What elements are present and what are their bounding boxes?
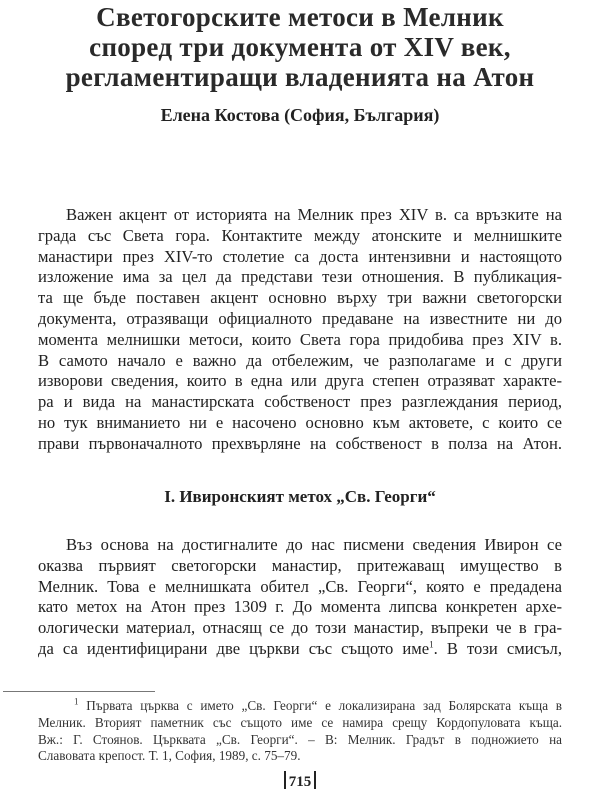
footnote-line: Мелник. Вторият паметник със същото име се намира срещу Кордопуловата къща. — [38, 714, 562, 730]
footnote — [38, 698, 562, 765]
text-line: изворови сведения, които в една или друга степен отразяват характе- — [38, 371, 562, 391]
page-number-value: 715 — [288, 774, 312, 790]
footnote-divider — [3, 691, 155, 692]
footnote-line: Вж.: Г. Стоянов. Църквата „Св. Георги“. – В: Мелник. Градът в подножието на — [38, 731, 562, 747]
section-paragraph — [38, 535, 562, 660]
intro-paragraph — [38, 205, 562, 455]
title-line: според три документа от XIV век, — [89, 32, 511, 62]
text-line: ра и вида на манастирската собственост през разглеждания период, — [38, 392, 562, 412]
footnote-text: Първата църква с името „Св. Георги“ е локализирана зад Болярската къща в — [86, 698, 562, 713]
text-line: Мелник. Това е мелнишката обител „Св. Георги“, която е предадена — [38, 576, 562, 596]
text-line: прави първоначалното прехвърляне на собственост в полза на Атон. — [38, 433, 562, 453]
text-line: ологически материал, отнасящ се до този манастир, въпреки че в гра- — [38, 618, 562, 638]
text-line: В самото начало е важно да отбележим, че разполагаме и с други — [38, 350, 562, 370]
article-title — [0, 2, 600, 92]
page-number-bar-left — [284, 771, 286, 789]
text-line: като метох на Атон през 1309 г. До момента липсва конкретен архе- — [38, 597, 562, 617]
section-heading: I. Ивиронският метох „Св. Георги“ — [164, 487, 436, 506]
text-line: та ще бъде поставен акцент основно върху три важни светогорски — [38, 288, 562, 308]
footnote-line: Славовата крепост. Т. 1, София, 1989, с. 75–79. — [38, 748, 301, 764]
text-line: манастири през XIV-то столетие са доста интензивни и настоящото — [38, 246, 562, 266]
footnote-line — [38, 698, 562, 715]
text-line: момента мелнишки метоси, които Света гора придобива през XIV в. — [38, 329, 562, 349]
footnote-reference[interactable]: 1 — [429, 639, 434, 650]
text-line: Въз основа на достигналите до нас писмени сведения Ивирон се — [66, 535, 562, 554]
title-line: Светогорските метоси в Мелник — [96, 2, 504, 32]
line-text: да са идентифицирани две църкви със същото име — [38, 638, 430, 658]
author-byline: Елена Костова (София, България) — [160, 105, 440, 125]
text-line: оказва първият светогорски манастир, притежаващ имущество в — [38, 555, 562, 575]
line-text: . В този смисъл, — [433, 638, 562, 658]
text-line — [38, 639, 562, 660]
page-number-bar-right — [314, 771, 316, 789]
title-line: регламентиращи владенията на Атон — [65, 62, 535, 92]
text-line: документа, отразяващи официалното предаване на известните ни до — [38, 308, 562, 328]
text-line: града със Света гора. Контактите между атонските и мелнишките — [38, 225, 562, 245]
text-line: но тук вниманието ни е насочено основно към актовете, с които се — [38, 412, 562, 432]
footnote-number: 1 — [74, 696, 79, 707]
text-line: изложение има за цел да представи тези отношения. В публикация- — [38, 267, 562, 287]
page-number — [0, 771, 600, 791]
text-line: Важен акцент от историята на Мелник през XIV в. са връзките на — [66, 205, 562, 224]
